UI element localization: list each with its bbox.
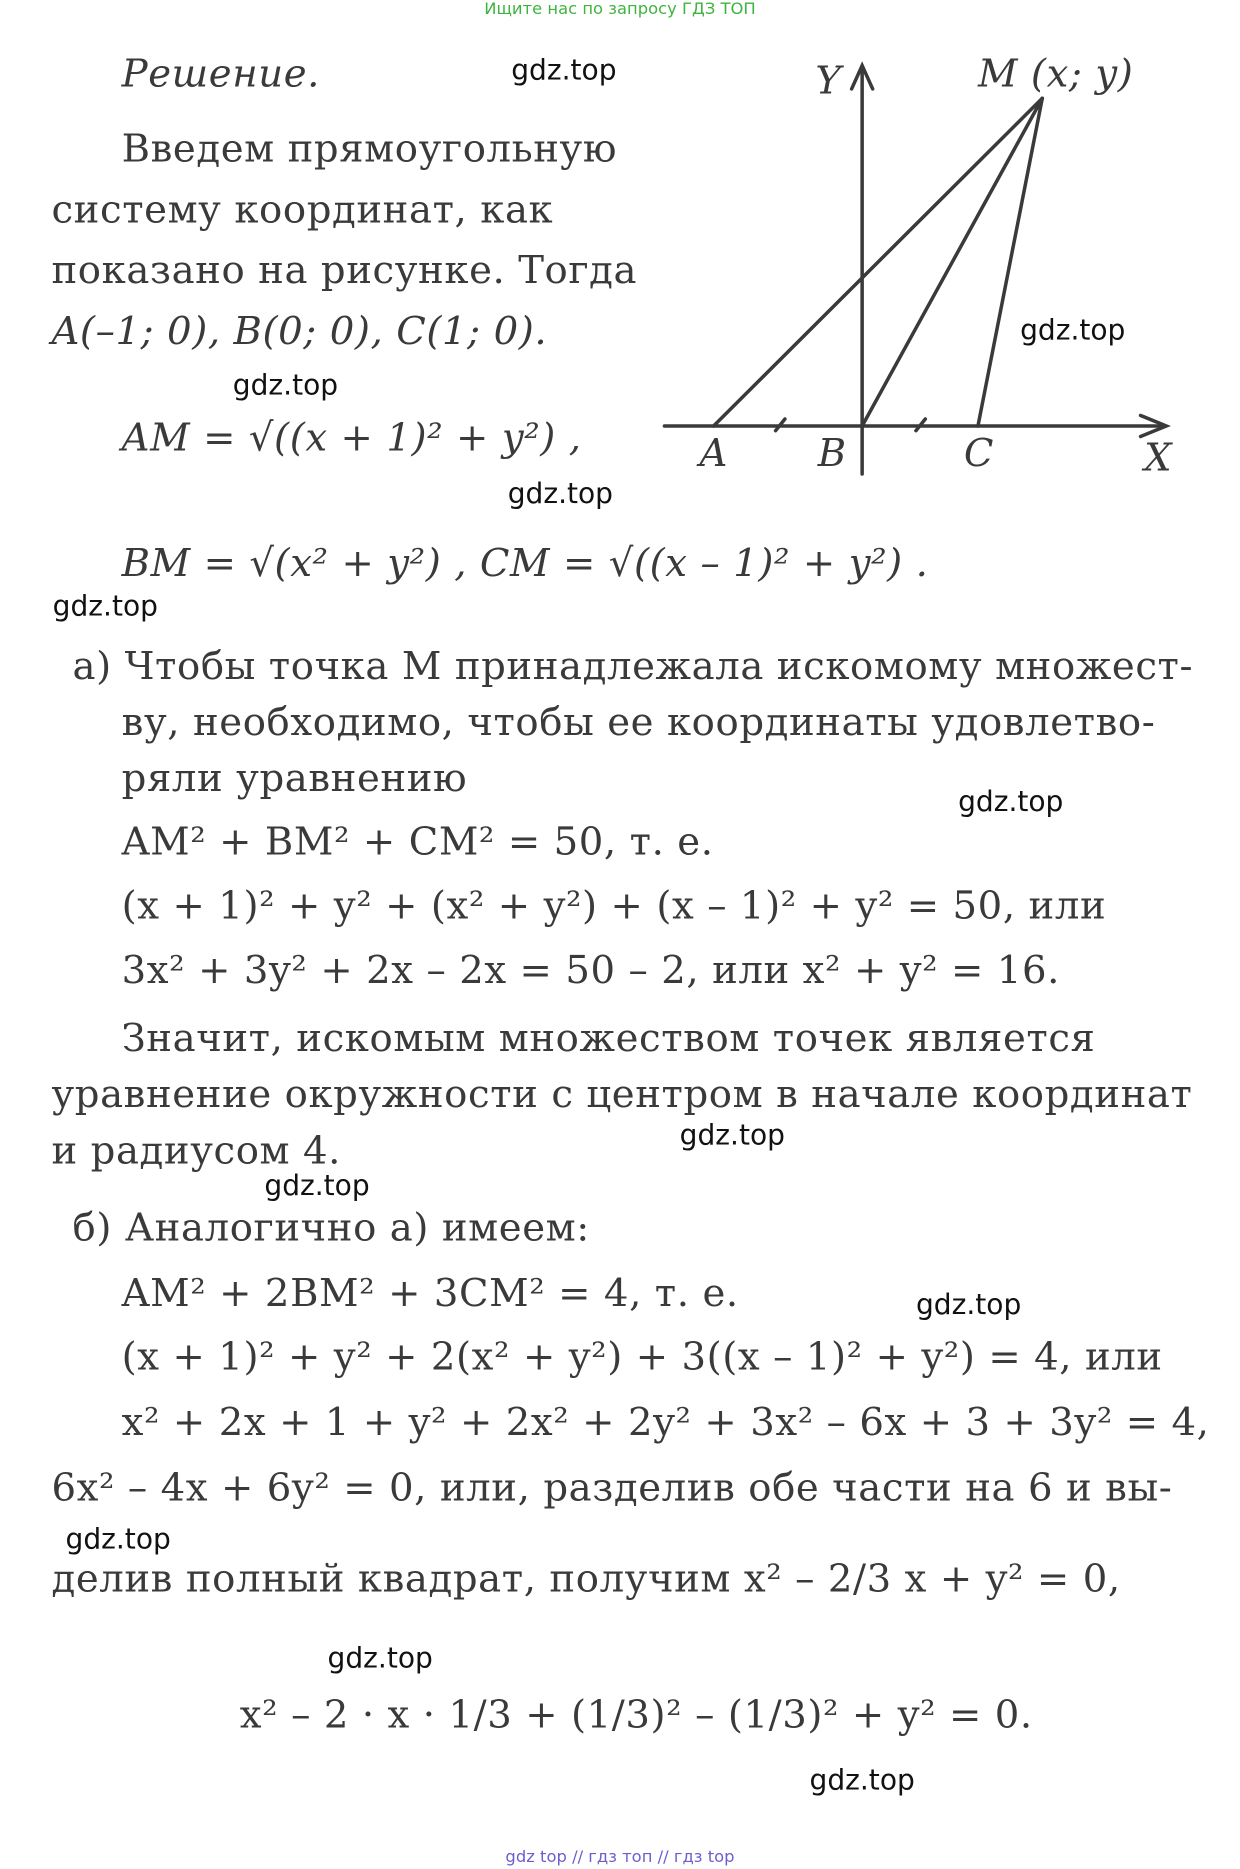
point-a-label: A — [699, 429, 729, 476]
segment-cm — [978, 98, 1042, 426]
segment-am — [714, 98, 1043, 426]
intro-line-2: систему координат, как — [51, 186, 554, 232]
part-b-eq-4: 6x² – 4x + 6y² = 0, или, разделив обе части на 6 и вы- — [51, 1464, 1173, 1510]
watermark: gdz.top — [507, 477, 614, 511]
watermark: gdz.top — [264, 1169, 370, 1202]
watermark: gdz.top — [915, 1288, 1022, 1322]
intro-line-1: Введем прямоугольную — [121, 125, 618, 171]
part-b-line-1: б) Аналогично а) имеем: — [72, 1204, 590, 1250]
watermark: gdz.top — [327, 1641, 433, 1675]
watermark: gdz.top — [958, 785, 1064, 819]
am-formula: AM = √((x + 1)² + y²) , — [121, 414, 582, 460]
solution-heading: Решение. — [121, 50, 320, 96]
conclusion-line-3: и радиусом 4. — [51, 1126, 342, 1173]
part-b-eq-1: AM² + 2BM² + 3CM² = 4, т. е. — [121, 1269, 739, 1316]
part-a-line-2: ву, необходимо, чтобы ее координаты удовлетво- — [121, 698, 1156, 745]
watermark: gdz.top — [232, 368, 339, 402]
point-m-label: M (x; y) — [977, 50, 1134, 96]
watermark: gdz.top — [511, 53, 617, 87]
part-b-eq-2: (x + 1)² + y² + 2(x² + y²) + 3((x – 1)² + y²) = 4, или — [121, 1332, 1163, 1379]
watermark: gdz.top — [65, 1522, 171, 1556]
part-a-eq-2: (x + 1)² + y² + (x² + y²) + (x – 1)² + y² = 50, или — [121, 882, 1107, 929]
watermark: gdz.top — [679, 1118, 785, 1152]
segment-bm — [862, 98, 1042, 426]
watermark: gdz.top — [809, 1763, 915, 1797]
part-a-eq-3: 3x² + 3y² + 2x – 2x = 50 – 2, или x² + y² = 16. — [121, 946, 1061, 993]
part-b-eq-6: x² – 2 · x · 1/3 + (1/3)² – (1/3)² + y² = 0. — [239, 1691, 1033, 1737]
intro-line-4: A(–1; 0), B(0; 0), C(1; 0). — [51, 307, 548, 354]
conclusion-line-2: уравнение окружности с центром в начале координат — [51, 1070, 1193, 1117]
part-b-eq-5: делив полный квадрат, получим x² – 2/3 x + y² = 0, — [51, 1555, 1121, 1601]
part-a-line-1: а) Чтобы точка M принадлежала искомому множест- — [72, 642, 1194, 689]
part-b-eq-3: x² + 2x + 1 + y² + 2x² + 2y² + 3x² – 6x + 3 + 3y² = 4, — [121, 1398, 1210, 1445]
conclusion-line-1: Значит, искомым множеством точек является — [121, 1014, 1096, 1061]
part-a-eq-1: AM² + BM² + CM² = 50, т. е. — [121, 818, 714, 864]
point-c-label: C — [963, 429, 995, 476]
footer-links[interactable]: gdz top // гдз топ // гдз top — [505, 1847, 735, 1867]
bm-cm-formula: BM = √(x² + y²) , CM = √((x – 1)² + y²) . — [121, 539, 929, 586]
watermark: gdz.top — [1020, 313, 1126, 347]
axis-x-label: X — [1144, 434, 1173, 480]
watermark: gdz.top — [52, 589, 158, 623]
intro-line-3: показано на рисунке. Тогда — [51, 246, 638, 293]
point-b-label: B — [817, 429, 847, 476]
header-link[interactable]: Ищите нас по запросу ГДЗ ТОП — [484, 0, 756, 19]
axis-y-label: Y — [815, 57, 842, 103]
part-a-line-3: ряли уравнению — [121, 754, 468, 801]
